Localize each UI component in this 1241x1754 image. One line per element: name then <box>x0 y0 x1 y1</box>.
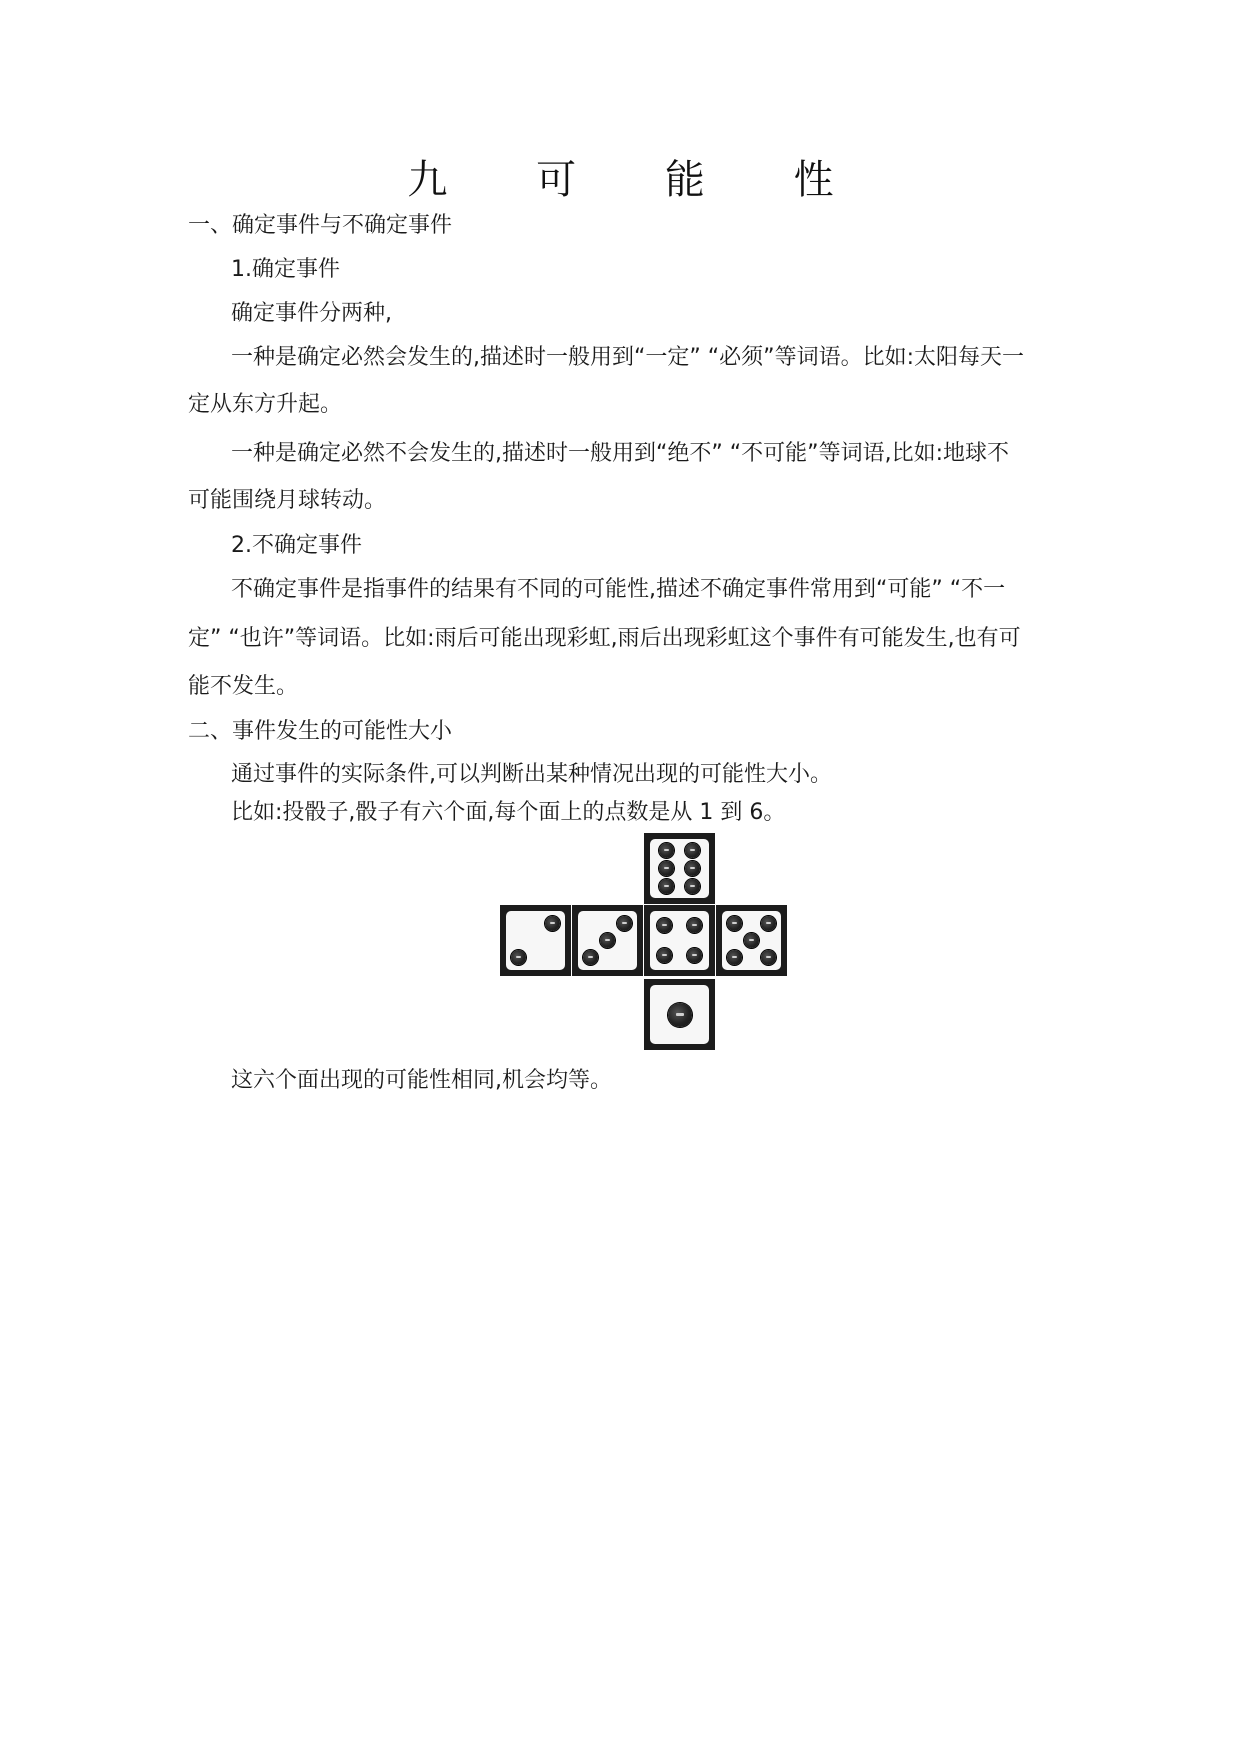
dice-pip <box>617 916 632 931</box>
dice-pip <box>761 916 776 931</box>
dice-pip <box>659 843 674 858</box>
subheading-uncertain-events: 2.不确定事件 <box>231 533 362 558</box>
dice-pip <box>685 861 700 876</box>
dice-face-surface <box>722 911 781 970</box>
dice-face-4 <box>644 905 715 976</box>
dice-pip <box>744 933 759 948</box>
dice-pip <box>583 950 598 965</box>
paragraph-text: 能不发生。 <box>188 674 299 699</box>
paragraph-text: 可能围绕月球转动。 <box>188 488 387 513</box>
subheading-certain-events: 1.确定事件 <box>231 257 340 282</box>
dice-pip <box>511 950 526 965</box>
dice-pip <box>545 916 560 931</box>
dice-face-3 <box>572 905 643 976</box>
paragraph-text: 一种是确定必然会发生的,描述时一般用到“一定” “必须”等词语。比如:太阳每天一 <box>231 345 1024 370</box>
dice-face-5 <box>716 905 787 976</box>
dice-pip <box>727 916 742 931</box>
dice-face-surface <box>506 911 565 970</box>
dice-face-surface <box>650 839 709 898</box>
dice-pip <box>727 950 742 965</box>
dice-pip <box>600 933 615 948</box>
dice-face-6 <box>644 833 715 904</box>
dice-pip <box>761 950 776 965</box>
paragraph-text: 这六个面出现的可能性相同,机会均等。 <box>231 1068 612 1093</box>
dice-net-figure <box>500 833 790 1050</box>
section-heading-2: 二、事件发生的可能性大小 <box>188 719 453 744</box>
paragraph-text: 确定事件分两种, <box>231 301 392 326</box>
dice-pip <box>659 879 674 894</box>
dice-pip <box>657 918 672 933</box>
dice-pip <box>657 948 672 963</box>
page-title: 九 可 能 性 <box>407 157 872 203</box>
dice-pip <box>659 861 674 876</box>
section-heading-1: 一、确定事件与不确定事件 <box>188 213 453 238</box>
dice-face-surface <box>650 911 709 970</box>
paragraph-text: 通过事件的实际条件,可以判断出某种情况出现的可能性大小。 <box>231 762 832 787</box>
paragraph-text: 一种是确定必然不会发生的,描述时一般用到“绝不” “不可能”等词语,比如:地球不 <box>231 441 1009 466</box>
dice-face-1 <box>644 979 715 1050</box>
paragraph-text: 定” “也许”等词语。比如:雨后可能出现彩虹,雨后出现彩虹这个事件有可能发生,也有可 <box>188 626 1021 651</box>
dice-face-surface <box>578 911 637 970</box>
dice-pip <box>668 1003 692 1027</box>
dice-pip <box>685 843 700 858</box>
paragraph-text: 定从东方升起。 <box>188 392 343 417</box>
dice-face-surface <box>650 985 709 1044</box>
dice-face-2 <box>500 905 571 976</box>
paragraph-text: 比如:投骰子,骰子有六个面,每个面上的点数是从 1 到 6。 <box>231 800 786 825</box>
paragraph-text: 不确定事件是指事件的结果有不同的可能性,描述不确定事件常用到“可能” “不一 <box>231 577 1006 602</box>
dice-pip <box>687 948 702 963</box>
dice-pip <box>685 879 700 894</box>
dice-pip <box>687 918 702 933</box>
